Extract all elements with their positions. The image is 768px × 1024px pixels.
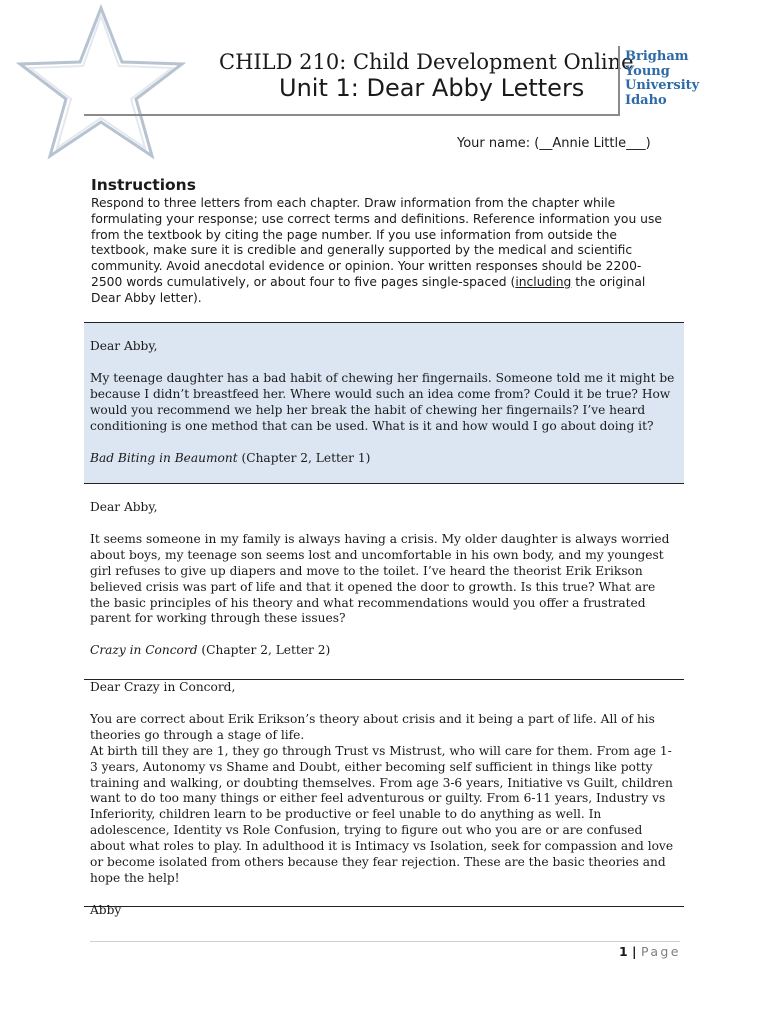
letter-signature-line	[90, 643, 678, 659]
response-signoff: Abby	[90, 902, 122, 917]
logo-line: Brigham	[625, 49, 689, 64]
logo-line: Young	[625, 63, 670, 79]
letter-signature: Crazy in Concord	[90, 643, 198, 658]
logo-divider	[618, 46, 620, 116]
footer-divider	[90, 941, 680, 942]
letter-signature: Bad Biting in Beaumont	[90, 450, 238, 465]
letter-2	[84, 484, 684, 680]
instructions-text-part: the original Dear Abby letter).	[91, 274, 646, 305]
letter-reference: (Chapter 2, Letter 2)	[197, 643, 331, 658]
page-number-value: 1	[619, 944, 628, 959]
letter-salutation: Dear Abby,	[90, 339, 158, 353]
letter-1	[84, 322, 684, 484]
instructions-text-part: Respond to three letters from each chapter. Draw information from the chapter while formulating your response; use correct terms and definitions. Reference information you use from the textbook by citing the page number. If you use information from outside the textbook, make sure it is credible and generally supported by the medical and scientific community. Avoid anecdotal evidence or opinion. Your written responses should be 2200-2500 words cumulatively, or about four to five pages single-spaced (	[91, 196, 662, 289]
byu-idaho-logo	[625, 50, 699, 108]
letter-salutation: Dear Abby,	[90, 500, 158, 514]
student-name-field: Your name: (__Annie Little___)	[457, 136, 651, 151]
response-paragraph: At birth till they are 1, they go through Trust vs Mistrust, who will care for them. From age 1-3 years, Autonomy vs Shame and Doubt, either becoming self sufficient in things like potty training and walking, or doubting themselves. From age 3-6 years, Initiative vs Guilt, children want to do too many things or either feel adventurous or guilty. From 6-11 years, Industry vs Inferiority, children learn to be productive or feel unable to do anything as well. In adolescence, Identity vs Role Confusion, trying to figure out who you are or are confused about what roles to play. In adulthood it is Intimacy vs Isolation, seek for compassion and love or become isolated from others because they fear rejection. These are the basic theories and hope the help!	[90, 743, 674, 885]
response-salutation: Dear Crazy in Concord,	[90, 680, 236, 694]
logo-line: Idaho	[625, 92, 667, 108]
star-watermark-icon	[12, 4, 190, 162]
instructions-text	[91, 196, 665, 307]
page-number-separator: |	[627, 944, 641, 959]
page-label: Page	[640, 944, 681, 959]
letter-body: My teenage daughter has a bad habit of chewing her fingernails. Someone told me it might be because I didn’t breastfeed her. Where would such an idea come from? Could it be true? How would you recommend we help her break the habit of chewing her fingernails? I’ve heard conditioning is one method that can be used. What is it and how would I go about doing it?	[90, 370, 675, 433]
letter-signature-line	[90, 451, 678, 467]
response-paragraph: You are correct about Erik Erikson’s theory about crisis and it being a part of life. All of his theories go through a stage of life.	[90, 711, 655, 742]
header-divider	[84, 114, 620, 116]
unit-title: Unit 1: Dear Abby Letters	[279, 74, 585, 102]
letter-reference: (Chapter 2, Letter 1)	[237, 450, 371, 465]
logo-line: University	[625, 78, 700, 93]
course-title: CHILD 210: Child Development Online	[219, 50, 634, 74]
page-number	[619, 944, 681, 959]
instructions-heading: Instructions	[91, 176, 196, 194]
letter-body: It seems someone in my family is always having a crisis. My older daughter is always worried about boys, my teenage son seems lost and uncomfortable in his own body, and my youngest girl refuses to give up diapers and move to the toilet. I’ve heard the theorist Erik Erikson believed crisis was part of life and that it opened the door to growth. Is this true? What are the basic principles of his theory and what recommendations would you offer a frustrated parent for working through these issues?	[90, 531, 670, 626]
instructions-underlined-word: including	[515, 274, 572, 289]
response-letter	[84, 679, 684, 917]
